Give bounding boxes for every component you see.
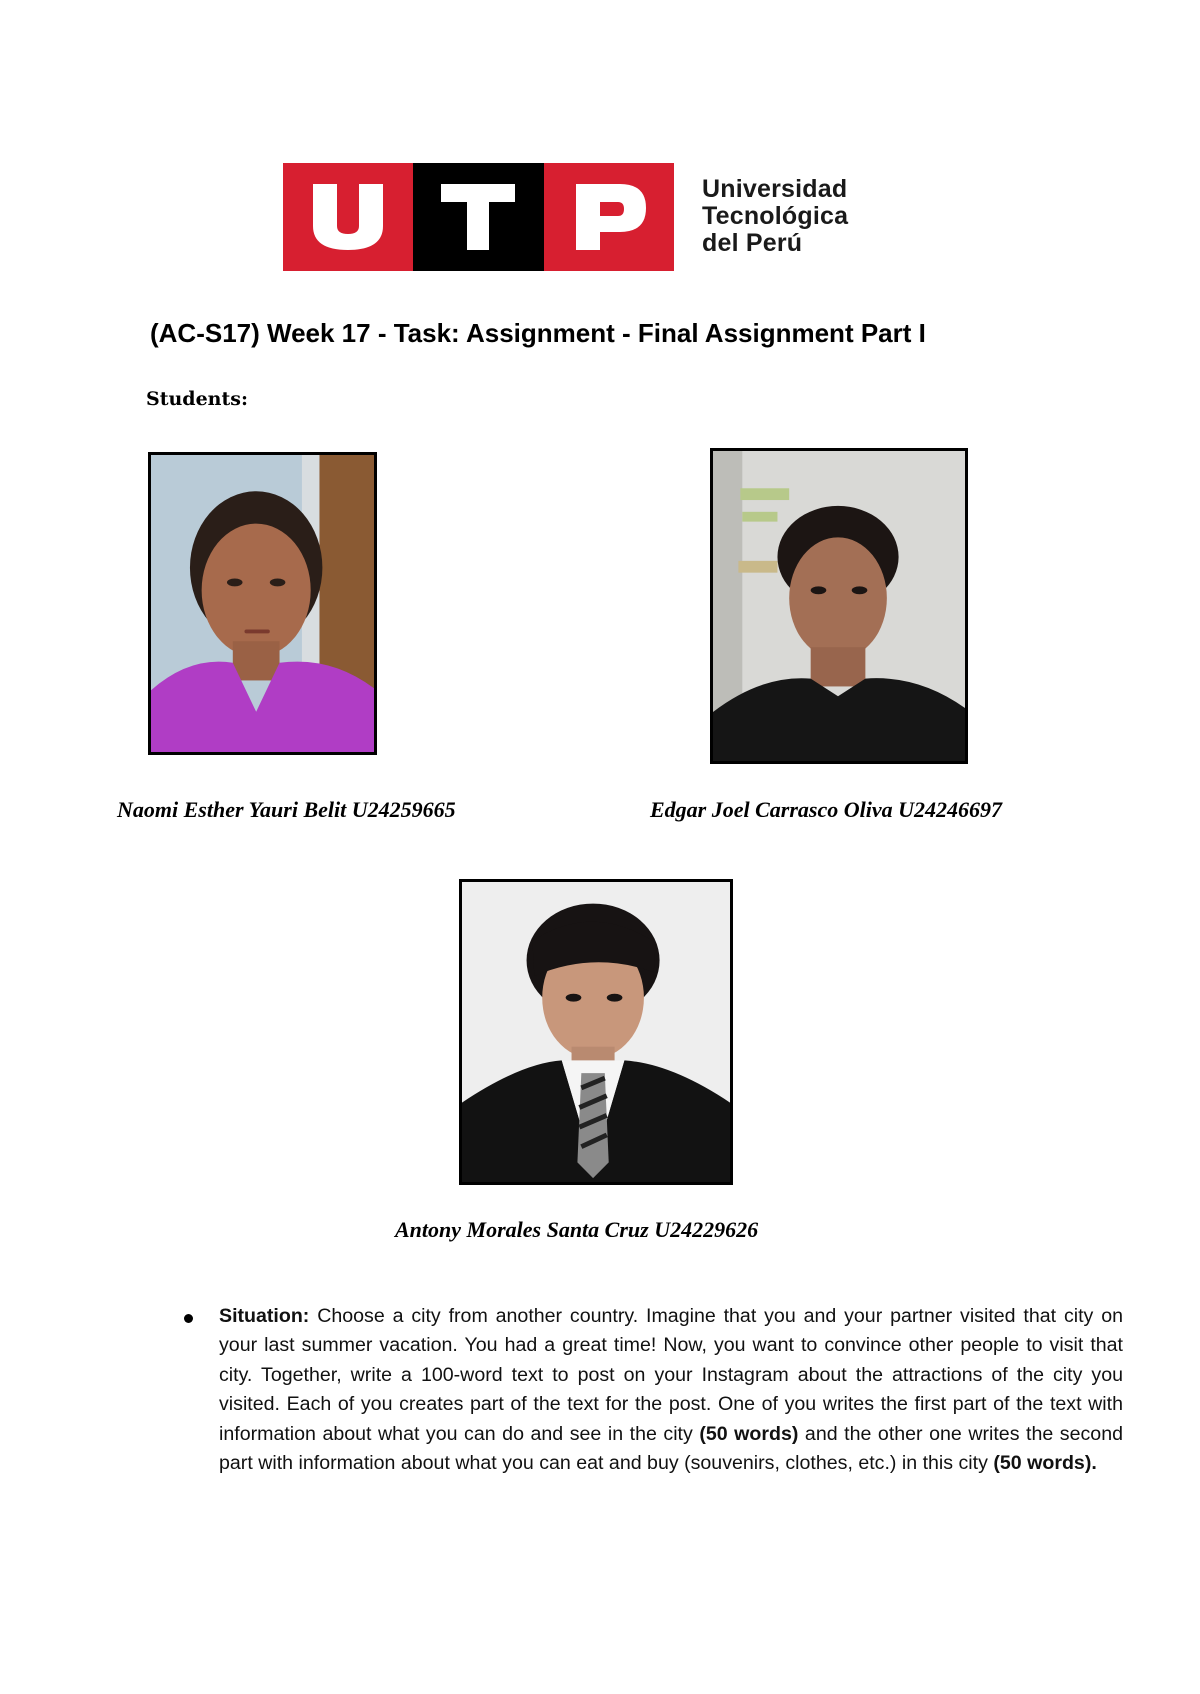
- bullet-point: [184, 1314, 193, 1323]
- logo-t-glyph: [439, 182, 517, 252]
- student-name-edgar: Edgar Joel Carrasco Oliva U24246697: [650, 797, 1002, 822]
- logo-name-line: del Perú: [702, 229, 803, 257]
- situation-bold-1: (50 words): [699, 1422, 799, 1445]
- situation-text-2: and the other one writes the second part with information about what you can eat and buy (souvenirs, clothes, etc.) in this city: [219, 1422, 1123, 1475]
- logo-p-glyph: [570, 182, 648, 252]
- situation-text-1: Choose a city from another country. Imagine that you and your partner visited that city on your last summer vacation. You had a great time! Now, you want to convince other people to visit that city. Together, write a 100-word text to post on your Instagram about the attractions of the city you visited. Each of you creates part of the text for the post. One of you writes the first part of the text with information about what you can do and see in the city: [219, 1305, 1123, 1445]
- logo-letter-p: [544, 163, 674, 271]
- student-photo-edgar: [710, 448, 968, 764]
- logo-name-line: Universidad: [702, 175, 848, 203]
- situation-label: Situation:: [219, 1305, 310, 1327]
- student-photo-antony: [459, 879, 733, 1185]
- logo-letter-t: [413, 163, 543, 271]
- utp-logo: [283, 163, 674, 271]
- logo-letter-u: [283, 163, 413, 271]
- logo-university-name: [702, 176, 848, 257]
- logo-name-line: Tecnológica: [702, 202, 849, 230]
- situation-paragraph: [219, 1302, 1123, 1478]
- situation-bold-2: (50 words).: [993, 1452, 1097, 1475]
- student-photo-naomi: [148, 452, 377, 755]
- student-name-antony: Antony Morales Santa Cruz U24229626: [395, 1217, 759, 1242]
- logo-u-glyph: [309, 182, 387, 252]
- student-name-naomi: Naomi Esther Yauri Belit U24259665: [117, 797, 456, 822]
- students-label: Students:: [146, 388, 248, 410]
- document-title: (AC-S17) Week 17 - Task: Assignment - Final Assignment Part I: [150, 318, 926, 348]
